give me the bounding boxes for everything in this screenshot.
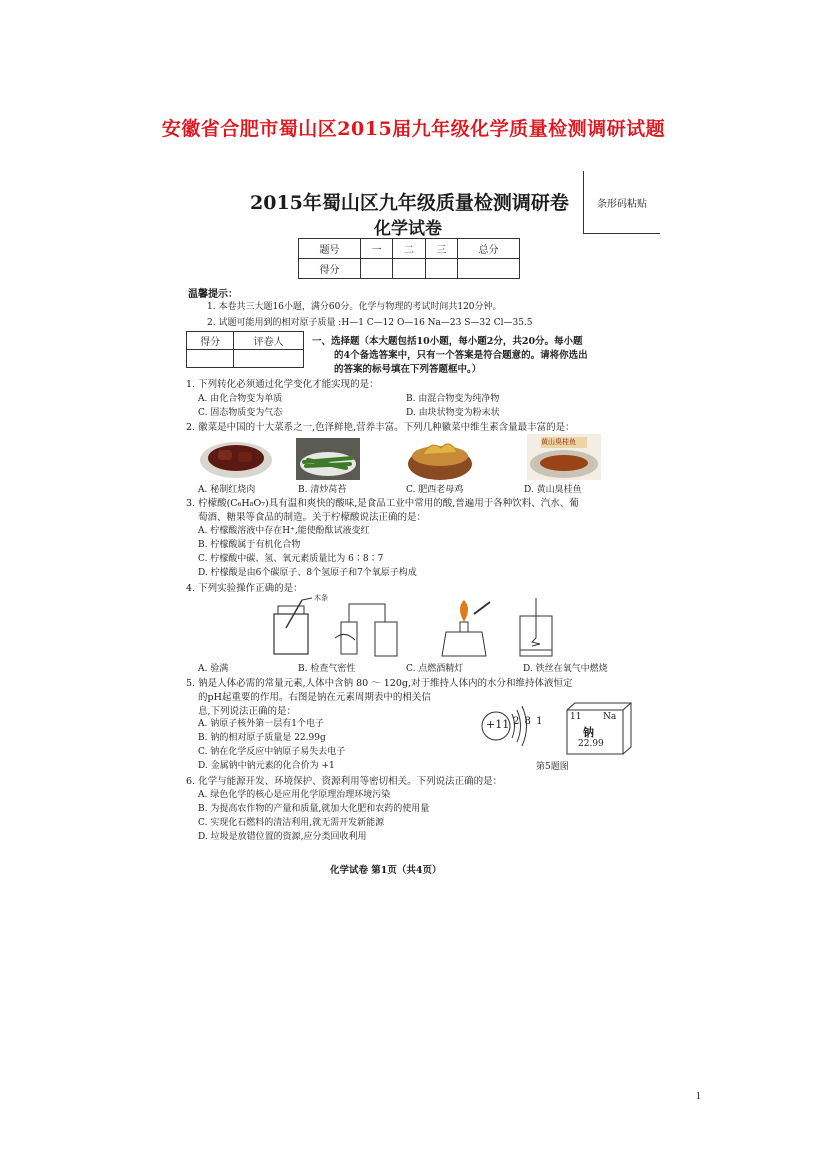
section-instruction: 一、选择题（本大题包括10小题，每小题2分，共20分。每小题	[312, 336, 583, 347]
option: A. 钠原子核外第一层有1个电子	[198, 719, 324, 729]
score-cell	[360, 259, 392, 279]
grader-cell	[187, 350, 234, 368]
option: D. 黄山臭桂鱼	[524, 485, 582, 495]
stir-fried-lettuce-image	[296, 438, 360, 480]
question-stem: 3. 柠檬酸(C₆H₈O₇)具有温和爽快的酸味,是食品工业中常用的酸,普遍用于各种饮料、汽水、葡	[186, 498, 579, 509]
question-stem: 1. 下列转化必须通过化学变化才能实现的是：	[186, 379, 379, 390]
score-cell	[458, 259, 520, 279]
stick-label: 木条	[314, 594, 328, 602]
option: D. 垃圾是放错位置的资源,应分类回收利用	[198, 832, 367, 842]
tip-line: 1. 本卷共三大题16小题，满分60分。化学与物理的考试时间共120分钟。	[207, 302, 502, 312]
section-instruction: 的4个备选答案中，只有一个答案是符合题意的。请将你选出	[334, 350, 588, 361]
option: D. 金属钠中钠元素的化合价为 +1	[198, 761, 335, 771]
exam-subtitle: 化学试卷	[374, 219, 442, 239]
score-header: 题号	[299, 239, 361, 259]
question-stem: 6. 化学与能源开发、环境保护、资源利用等密切相关。下列说法正确的是：	[186, 776, 503, 787]
question-stem: 2. 徽菜是中国的十大菜系之一,色泽鲜艳,营养丰富。下列几种徽菜中维生素含量最丰富的是：	[186, 422, 575, 433]
option: B. 柠檬酸属于有机化合物	[198, 540, 301, 550]
score-header: 二	[393, 239, 425, 259]
element-number: 11	[570, 712, 582, 722]
score-header: 一	[360, 239, 392, 259]
airtightness-check-image	[335, 600, 403, 660]
question-stem: 萄酒、糖果等食品的制造。关于柠檬酸说法正确的是：	[198, 512, 427, 523]
tips-heading: 温馨提示：	[188, 289, 238, 300]
option: B. 由混合物变为纯净物	[406, 394, 500, 404]
old-hen-soup-image	[405, 434, 475, 482]
score-header: 总分	[458, 239, 520, 259]
option: B. 为提高农作物的产量和质量,就加大化肥和农药的使用量	[198, 804, 430, 814]
option: A. 柠檬酸溶液中存在H⁺,能使酚酞试液变红	[198, 526, 370, 536]
option: A. 验满	[198, 664, 229, 674]
electron-shells: 2 8 1	[513, 716, 544, 727]
score-header: 三	[425, 239, 457, 259]
grader-label: 评卷人	[234, 332, 304, 350]
question-stem: 息,下列说法正确的是：	[198, 706, 297, 717]
gas-collection-bottle-image	[266, 594, 328, 658]
option: B. 钠的相对原子质量是 22.99g	[198, 733, 326, 743]
barcode-label: 条形码粘贴	[597, 198, 647, 210]
score-row-label: 得分	[299, 259, 361, 279]
question-stem: 5. 钠是人体必需的常量元素,人体中含钠 80 ～ 120g,对于维持人体内的水分和维持体液恒定	[186, 678, 573, 689]
braised-pork-image	[198, 436, 274, 480]
element-mass: 22.99	[578, 739, 604, 749]
option: A. 秘制红烧肉	[198, 485, 256, 495]
figure-caption: 第5题图	[536, 762, 569, 772]
element-name: 钠	[583, 726, 594, 739]
alcohol-lamp-image	[434, 598, 494, 660]
option: B. 检查气密性	[298, 664, 356, 674]
score-cell	[393, 259, 425, 279]
document-title: 安徽省合肥市蜀山区2015届九年级化学质量检测调研试题	[161, 118, 666, 140]
grader-cell	[234, 350, 304, 368]
option: C. 实现化石燃料的清洁利用,就无需开发新能源	[198, 818, 385, 828]
option: C. 柠檬酸中碳、氢、氧元素质量比为 6∶8∶7	[198, 554, 384, 564]
question-stem: 4. 下列实验操作正确的是：	[186, 583, 303, 594]
option: C. 点燃酒精灯	[406, 664, 464, 674]
option: D. 由块状物变为粉末状	[406, 408, 500, 418]
option: D. 柠檬酸是由6个碳原子、8个氢原子和7个氧原子构成	[198, 568, 417, 578]
exam-title: 2015年蜀山区九年级质量检测调研卷	[250, 192, 569, 214]
option: B. 清炒莴苔	[298, 485, 347, 495]
option: C. 固态物质变为气态	[198, 408, 283, 418]
option: A. 绿色化学的核心是应用化学原理治理环境污染	[198, 790, 391, 800]
tip-line: 2. 试题可能用到的相对原子质量 :H—1 C—12 O—16 Na—23 S—32 Cl—35.5	[207, 318, 533, 328]
score-cell	[425, 259, 457, 279]
score-table	[298, 238, 520, 279]
grader-score-label: 得分	[187, 332, 234, 350]
element-symbol: Na	[603, 712, 617, 722]
nucleus-charge: +11	[486, 718, 510, 731]
grader-table	[186, 331, 304, 368]
exam-page-footer: 化学试卷 第1页（共4页）	[330, 865, 442, 876]
page-number: 1	[695, 1090, 701, 1102]
option: D. 铁丝在氧气中燃烧	[523, 664, 608, 674]
iron-wire-burning-image	[514, 598, 560, 660]
question-stem: 的pH起重要的作用。右图是钠在元素周期表中的相关信	[198, 692, 431, 703]
option: A. 由化合物变为单质	[198, 394, 283, 404]
option: C. 肥西老母鸡	[406, 485, 464, 495]
barcode-box	[583, 171, 660, 234]
option: C. 钠在化学反应中钠原子易失去电子	[198, 747, 346, 757]
section-instruction: 的答案的标号填在下列答题框中。）	[334, 364, 482, 375]
dish-label: 黄山臭桂鱼	[541, 438, 576, 446]
